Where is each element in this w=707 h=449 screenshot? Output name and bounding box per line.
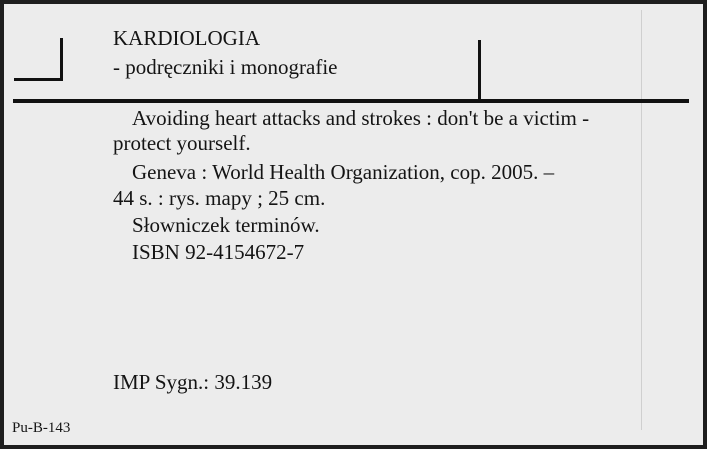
card-id: Pu-B-143 [12,420,71,436]
call-number: IMP Sygn.: 39.139 [113,370,273,394]
subject-box-divider [478,40,481,100]
subject-subheading: - podręczniki i monografie [113,55,338,79]
card-ruling-line [641,10,642,430]
title-line-2: protect yourself. [113,131,251,155]
corner-bracket-horizontal [14,78,63,81]
imprint-line-2: 44 s. : rys. mapy ; 25 cm. [113,186,326,210]
heading-rule [13,99,689,103]
title-line-1: Avoiding heart attacks and strokes : don't be a victim - [132,106,590,130]
isbn-line: ISBN 92-4154672-7 [132,240,305,264]
corner-bracket-vertical [60,38,63,80]
subject-heading: KARDIOLOGIA [113,26,260,50]
imprint-line-1: Geneva : World Health Organization, cop. 2005. – [132,160,555,184]
note-line: Słowniczek terminów. [132,213,320,237]
